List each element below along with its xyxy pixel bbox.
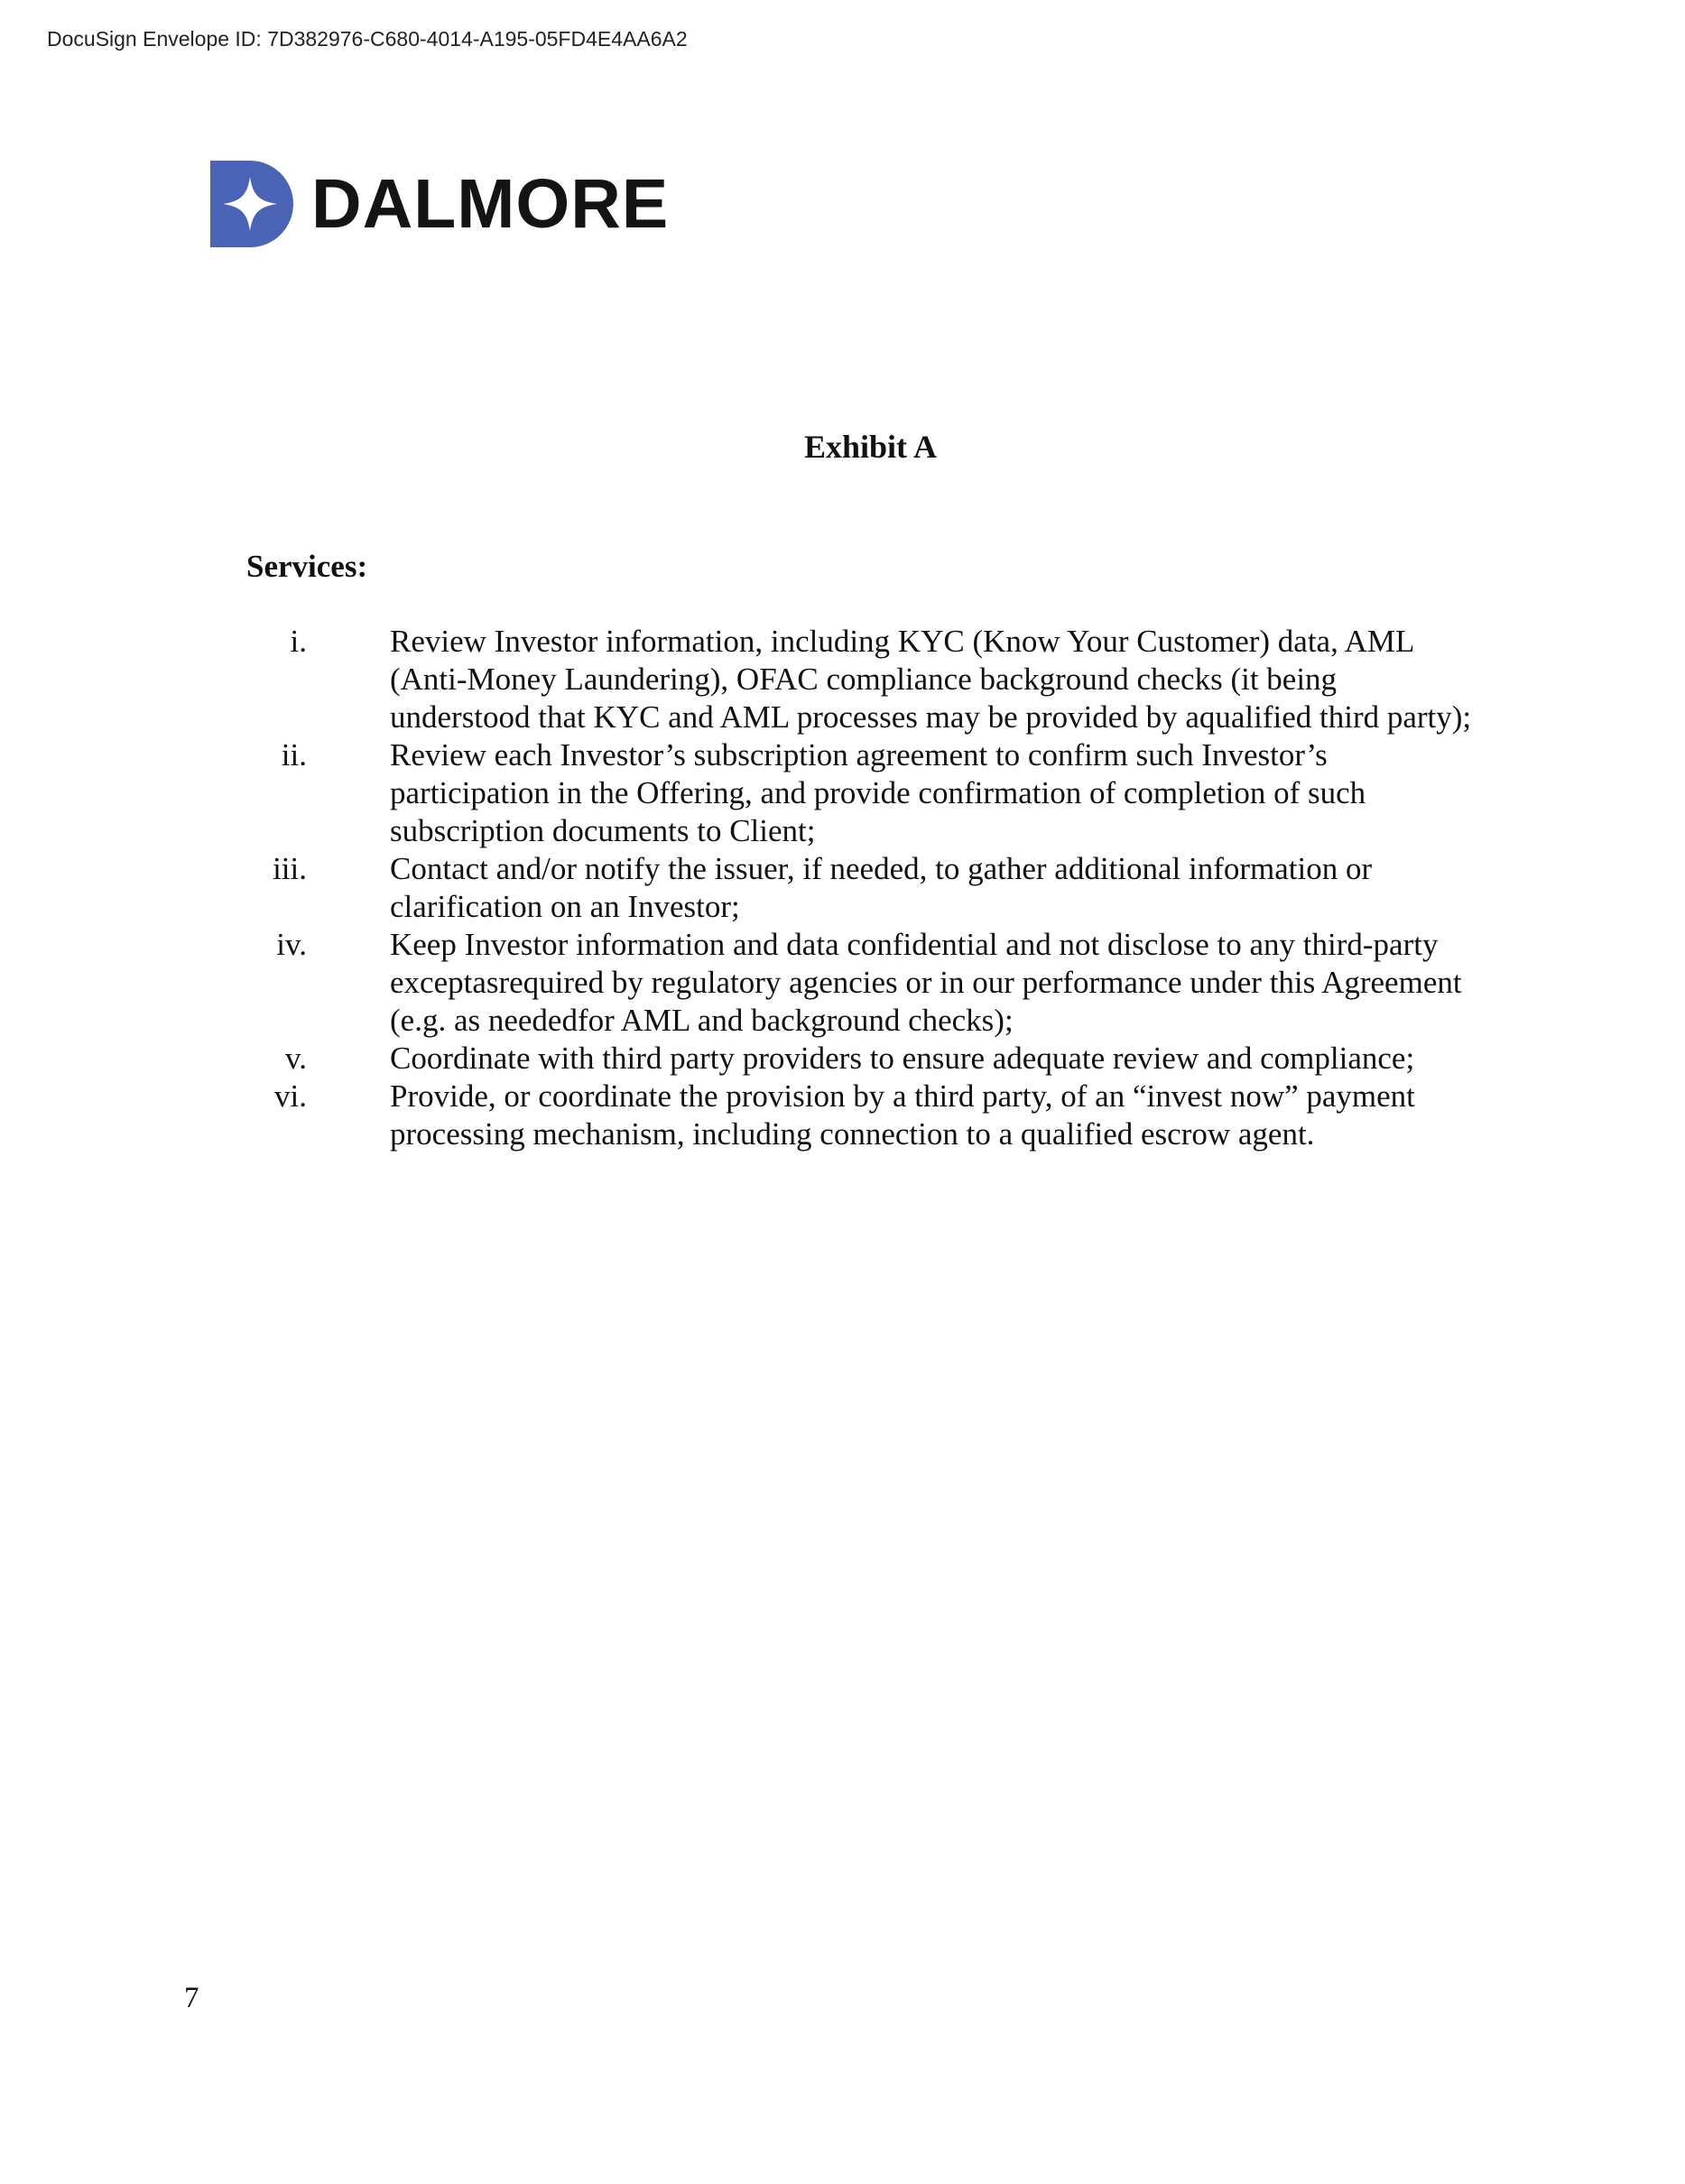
page-number: 7 — [184, 1982, 199, 2014]
service-item — [226, 736, 1480, 850]
service-numeral: v. — [285, 1041, 307, 1076]
service-item — [226, 926, 1480, 1040]
service-item — [226, 623, 1480, 736]
service-numeral: ii. — [281, 737, 307, 773]
service-numeral: iv. — [276, 927, 307, 962]
service-item — [226, 1078, 1480, 1153]
dalmore-logo-icon — [210, 161, 297, 247]
docusign-envelope-id: DocuSign Envelope ID: 7D382976-C680-4014-A195-05FD4E4AA6A2 — [47, 27, 688, 51]
logo-wordmark: DALMORE — [311, 164, 670, 243]
service-text: Provide, or coordinate the provision by a third party, of an “invest now” payment processing mechanism, including connection to a qualified escrow agent. — [390, 1078, 1415, 1152]
exhibit-title: Exhibit A — [803, 429, 938, 465]
service-item — [226, 850, 1480, 926]
service-text: Keep Investor information and data confidential and not disclose to any third-party exceptasrequired by regulatory agencies or in our performance under this Agreement (e.g. as neededfor AML and background checks); — [390, 927, 1462, 1038]
service-numeral: vi. — [274, 1078, 307, 1114]
service-text: Coordinate with third party providers to ensure adequate review and compliance; — [390, 1041, 1415, 1076]
service-text: Review each Investor’s subscription agreement to confirm such Investor’s participation in the Offering, and provide confirmation of completion of such subscription documents to Client; — [390, 737, 1366, 848]
service-text: Review Investor information, including KYC (Know Your Customer) data, AML (Anti-Money Laundering), OFAC compliance background checks (it being understood that KYC and AML processes may be provided by aqualified third party); — [390, 624, 1472, 735]
service-text: Contact and/or notify the issuer, if needed, to gather additional information or clarification on an Investor; — [390, 851, 1373, 924]
service-item — [226, 1040, 1480, 1078]
service-numeral: i. — [290, 624, 307, 659]
services-list — [226, 623, 1480, 1153]
dalmore-logo — [210, 161, 669, 247]
services-heading: Services: — [246, 549, 368, 584]
service-numeral: iii. — [273, 851, 307, 886]
